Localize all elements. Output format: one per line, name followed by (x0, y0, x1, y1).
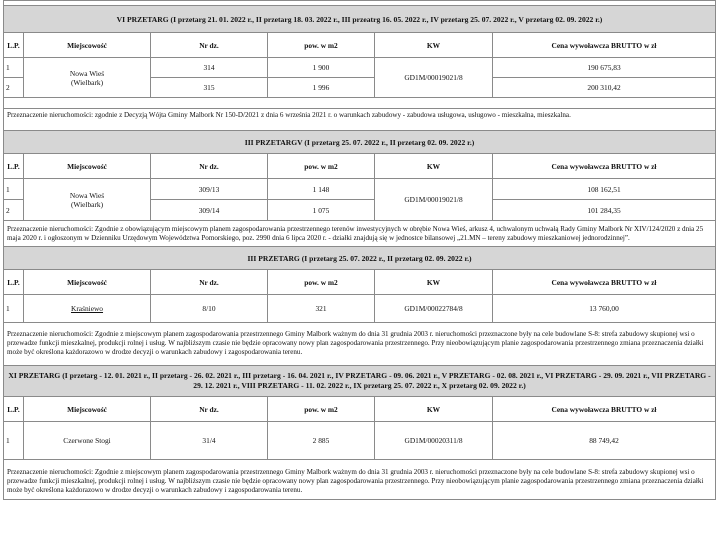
location-cell: Nowa Wieś (Wielbark) (24, 58, 151, 98)
section3-header: III PRZETARG (I przetarg 25. 07. 2022 r., II przetarg 02. 09. 2022 r.) (4, 247, 716, 270)
section1-column-headers (4, 33, 716, 58)
kw-cell: GD1M/00019021/8 (375, 179, 493, 221)
col-kw: KW (375, 33, 493, 58)
kw-cell: GD1M/00019021/8 (375, 58, 493, 98)
section3-note: Przeznaczenie nieruchomości: Zgodnie z miejscowym planem zagospodarowania przestrzennego Gminy Malbork ważnym do dnia 31 grudnia 2003 r. nieruchomości przeznaczone były na cele budowlane S-8: strefa zabudowy skupionej wsi o przewadze funkcji mieszkalnej, produkcji rolnej i usług. W najbliższym czasie nie będzie opracowany nowy plan zagospodarowania przestrzennego. Przy nieobowiązującym planie zagospodarowania przestrzennego zmiana przeznaczenia działki może być określona każdorazowo w drodze decyzji o warunkach zabudowy i zagospodarowania terenu. (4, 323, 716, 366)
section2-header: III PRZETARGV (I przetarg 25. 07. 2022 r., II przetarg 02. 09. 2022 r.) (4, 131, 716, 154)
section2-column-headers: L.P. Miejscowość Nr dz. pow. w m2 KW Cena wywoławcza BRUTTO w zł (4, 154, 716, 179)
table-row: 2 309/14 1 075 101 284,35 (4, 200, 716, 221)
table-row: 1 Kraśniewo 8/10 321 GD1M/00022784/8 13 760,00 (4, 295, 716, 323)
section4-header: XI PRZETARG (I przetarg - 12. 01. 2021 r., II przetarg - 26. 02. 2021 r., III przetarg - 16. 04. 2021 r., IV PRZETARG - 09. 06. 2021 r., V PRZETARG - 02. 08. 2021 r., VI PRZETARG - 29. 09. 2021 r., VII PRZETARG - 29. 12. 2021 r., VIII PRZETARG - 11. 02. 2022 r., IX przetarg 25. 07. 2022 r., X przetarg 02. 09. 2022 r.) (4, 366, 716, 397)
table-row: 1 Nowa Wieś (Wielbark) 314 1 900 GD1M/00019021/8 190 675,83 (4, 58, 716, 78)
col-plot: Nr dz. (151, 33, 268, 58)
section4-column-headers: L.P. Miejscowość Nr dz. pow. w m2 KW Cena wywoławcza BRUTTO w zł (4, 397, 716, 422)
auction-table (3, 0, 716, 500)
col-area: pow. w m2 (268, 33, 375, 58)
section3-column-headers: L.P. Miejscowość Nr dz. pow. w m2 KW Cena wywoławcza BRUTTO w zł (4, 270, 716, 295)
location-cell: Kraśniewo (24, 295, 151, 323)
table-row: 2 315 1 996 200 310,42 (4, 78, 716, 98)
location-cell: Nowa Wieś (Wielbark) (24, 179, 151, 221)
section1-header: VI PRZETARG (I przetarg 21. 01. 2022 r., II przetarg 18. 03. 2022 r., III przeatrg 16. 05. 2022 r., IV przetarg 25. 07. 2022 r., V przetarg 02. 09. 2022 r.) (4, 6, 716, 33)
section1-note: Przeznaczenie nieruchomości: zgodnie z Decyzją Wójta Gminy Malbork Nr 150-D/2021 z dnia 6 września 2021 r. o warunkach zabudowy - zabudowa usługowa, usługowo - mieszkalna, mieszkalna. (4, 109, 716, 131)
col-price: Cena wywoławcza BRUTTO w zł (493, 33, 716, 58)
col-lp: L.P. (4, 33, 24, 58)
location-cell: Czerwone Stogi (24, 422, 151, 460)
table-row: 1 Czerwone Stogi 31/4 2 885 GD1M/00020311/8 88 749,42 (4, 422, 716, 460)
section4-note: Przeznaczenie nieruchomości: Zgodnie z miejscowym planem zagospodarowania przestrzennego Gminy Malbork ważnym do dnia 31 grudnia 2003 r. nieruchomości przeznaczone były na cele budowlane S-8: strefa zabudowy skupionej wsi o przewadze funkcji mieszkalnej, produkcji rolnej i usług. W najbliższym czasie nie będzie opracowany nowy plan zagospodarowania przestrzennego. Przy nieobowiązującym planie zagospodarowania przestrzennego zmiana przeznaczenia działki może być określona każdorazowo w drodze decyzji o warunkach zabudowy i zagospodarowania terenu. (4, 460, 716, 500)
col-location: Miejscowość (24, 33, 151, 58)
section2-note: Przeznaczenie nieruchomości: Zgodnie z obowiązującym miejscowym planem zagospodarowania przestrzennego terenów inwestycyjnych w obrębie Nowa Wieś, arkusz 4, uchwalonym uchwałą Rady Gminy Malbork Nr XIV/124/2020 z dnia 25 maja 2020 r. i ogłoszonym w Dzienniku Urzędowym Województwa Pomorskiego, poz. 2990 dnia 6 lipca 2020 r. - działki znajdują się w jednostce bilansowej „21.MN – tereny zabudowy mieszkaniowej jednorodzinnej”. (4, 221, 716, 247)
table-row: 1 Nowa Wieś (Wielbark) 309/13 1 148 GD1M/00019021/8 108 162,51 (4, 179, 716, 200)
